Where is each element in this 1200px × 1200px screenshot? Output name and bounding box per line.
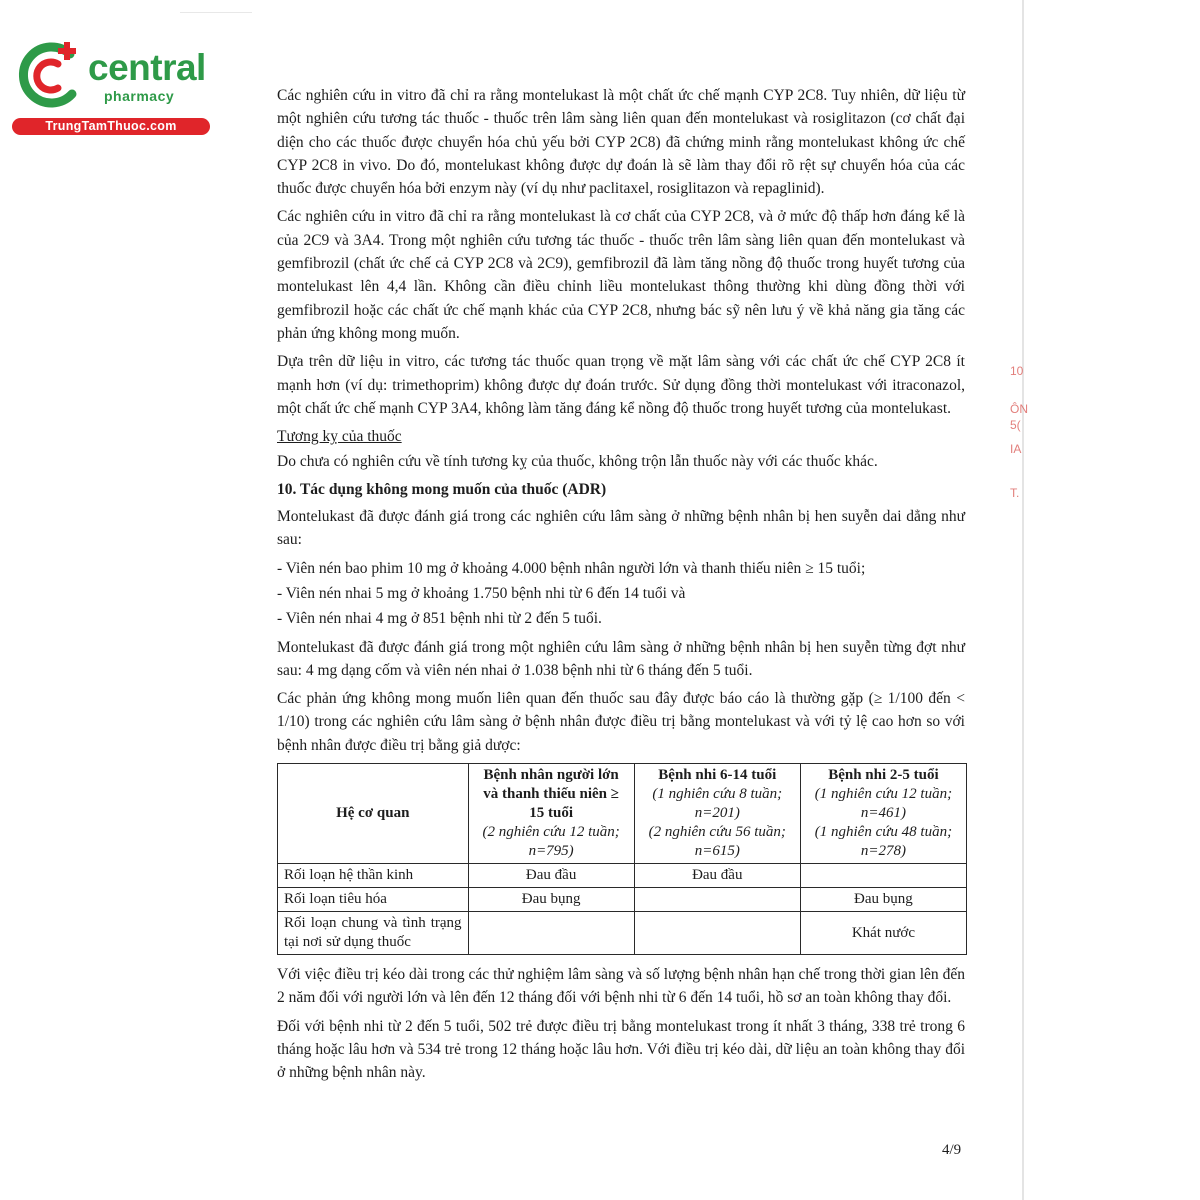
scan-artifact-line [180,12,252,13]
paragraph-long-term-safety: Với việc điều trị kéo dài trong các thử nghiệm lâm sàng và số lượng bệnh nhân hạn chế trong thời gian lên đến 2 năm đối với người lớn và lên đến 12 tháng đối với bệnh nhi từ 6 đến 14 tuổi, hồ sơ an toàn không thay đổi. [277,966,965,1007]
cell-child-6-14: Đau đầu [634,864,800,888]
logo-brand-text: central [88,47,206,88]
section-heading-adr: 10. Tác dụng không mong muốn của thuốc (ADR) [277,480,607,498]
document-body [277,84,965,1090]
logo-site-badge: TrungTamThuoc.com [12,118,210,135]
cell-adult: Đau bụng [468,888,634,912]
table-row [278,888,967,912]
paragraph-incompatibility: Do chưa có nghiên cứu về tính tương kỵ của thuốc, không trộn lẫn thuốc này với các thuốc khác. [277,453,878,471]
margin-note: 5( [1010,418,1021,432]
cell-system: Rối loạn tiêu hóa [278,888,469,912]
cell-child-6-14 [634,912,800,955]
list-item: - Viên nén nhai 4 mg ở 851 bệnh nhi từ 2 đến 5 tuổi. [277,610,602,628]
header-organ-system: Hệ cơ quan [278,764,469,864]
logo-mark-icon [12,38,92,118]
cell-system: Rối loạn hệ thần kinh [278,864,469,888]
paragraph-pediatric-safety: Đối với bệnh nhi từ 2 đến 5 tuổi, 502 trẻ được điều trị bằng montelukast trong ít nhất 3 tháng, 338 trẻ trong 6 tháng hoặc lâu hơn và 534 trẻ trong 12 tháng hoặc lâu hơn. Với điều trị kéo dài, dữ liệu an toàn không thay đổi ở những bệnh nhân này. [277,1017,965,1082]
margin-note: 10 [1010,364,1024,378]
logo-subtitle: pharmacy [104,88,175,104]
list-item: - Viên nén bao phim 10 mg ở khoảng 4.000 bệnh nhân người lớn và thanh thiếu niên ≥ 15 tuổi; [277,559,866,577]
table-row [278,864,967,888]
cell-child-6-14 [634,888,800,912]
cell-adult [468,912,634,955]
paragraph-evaluation-intermittent: Montelukast đã được đánh giá trong một nghiên cứu lâm sàng ở những bệnh nhân bị hen suyễn từng đợt như sau: 4 mg dạng cốm và viên nén nhai ở 1.038 bệnh nhi từ 6 tháng đến 5 tuổi. [277,638,965,679]
page-number: 4/9 [942,1142,962,1158]
table-row [278,912,967,955]
paragraph-cyp2c8-inhibition: Các nghiên cứu in vitro đã chỉ ra rằng montelukast là một chất ức chế mạnh CYP 2C8. Tuy nhiên, dữ liệu từ một nghiên cứu tương tác thuốc - thuốc trên lâm sàng liên quan đến montelukast và rosiglitazon (cơ chất đại diện cho các thuốc được chuyển hóa chủ yếu bởi CYP 2C8) đã chứng minh rằng montelukast không ức chế CYP 2C8 in vivo. Do đó, montelukast không được dự đoán là sẽ làm thay đổi rõ rệt sự chuyển hóa của các thuốc được chuyển hóa bởi enzym này (ví dụ như paclitaxel, rosiglitazon và repaglinid). [277,87,965,198]
table-header-row [278,764,967,864]
margin-note: IA [1010,442,1022,456]
cell-child-2-5: Đau bụng [800,888,966,912]
central-pharmacy-logo [12,38,212,138]
cell-child-2-5 [800,864,966,888]
header-children-2-5: Bệnh nhi 2-5 tuổi (1 nghiên cứu 12 tuần; n=461) (1 nghiên cứu 48 tuần; n=278) [800,764,966,864]
header-children-6-14: Bệnh nhi 6-14 tuổi (1 nghiên cứu 8 tuần; n=201) (2 nghiên cứu 56 tuần; n=615) [634,764,800,864]
margin-note: T. [1010,486,1020,500]
cell-system: Rối loạn chung và tình trạng tại nơi sử dụng thuốc [278,912,469,955]
cell-adult: Đau đầu [468,864,634,888]
paragraph-cyp2c8-substrate: Các nghiên cứu in vitro đã chỉ ra rằng montelukast là cơ chất của CYP 2C8, và ở mức độ thấp hơn đáng kể là của 2C9 và 3A4. Trong một nghiên cứu tương tác thuốc - thuốc trên lâm sàng liên quan đến montelukast và gemfibrozil (chất ức chế cả CYP 2C8 và 2C9), gemfibrozil đã làm tăng nồng độ thuốc trong huyết tương của montelukast lên 4,4 lần. Không cần điều chỉnh liều montelukast thông thường khi dùng đồng thời với gemfibrozil hoặc các chất ức chế mạnh khác của CYP 2C8, nhưng bác sỹ nên lưu ý về khả năng gia tăng các phản ứng không mong muốn. [277,208,965,342]
list-item: - Viên nén nhai 5 mg ở khoảng 1.750 bệnh nhi từ 6 đến 14 tuổi và [277,584,686,602]
subheading-incompatibility: Tương kỵ của thuốc [277,428,402,446]
page-edge [1022,0,1024,1200]
margin-note: ÔN [1010,402,1028,416]
paragraph-adr-intro: Các phản ứng không mong muốn liên quan đến thuốc sau đây được báo cáo là thường gặp (≥ 1/100 đến < 1/10) trong các nghiên cứu lâm sàng ở bệnh nhân được điều trị bằng montelukast và với tỷ lệ cao hơn so với bệnh nhân được điều trị bằng giả dược: [277,690,965,754]
paragraph-in-vitro-interactions: Dựa trên dữ liệu in vitro, các tương tác thuốc quan trọng về mặt lâm sàng với các chất ức chế CYP 2C8 ít mạnh hơn (ví dụ: trimethoprim) không được dự đoán trước. Sử dụng đồng thời montelukast với itraconazol, một chất ức chế mạnh CYP 3A4, không làm tăng đáng kể nồng độ thuốc trong huyết tương của montelukast. [277,353,965,417]
cell-child-2-5: Khát nước [800,912,966,955]
paragraph-evaluation-persistent: Montelukast đã được đánh giá trong các nghiên cứu lâm sàng ở những bệnh nhân bị hen suyễn dai dẳng như sau: [277,508,965,549]
header-adults: Bệnh nhân người lớn và thanh thiếu niên ≥ 15 tuổi (2 nghiên cứu 12 tuần; n=795) [468,764,634,864]
adr-table [277,763,967,955]
